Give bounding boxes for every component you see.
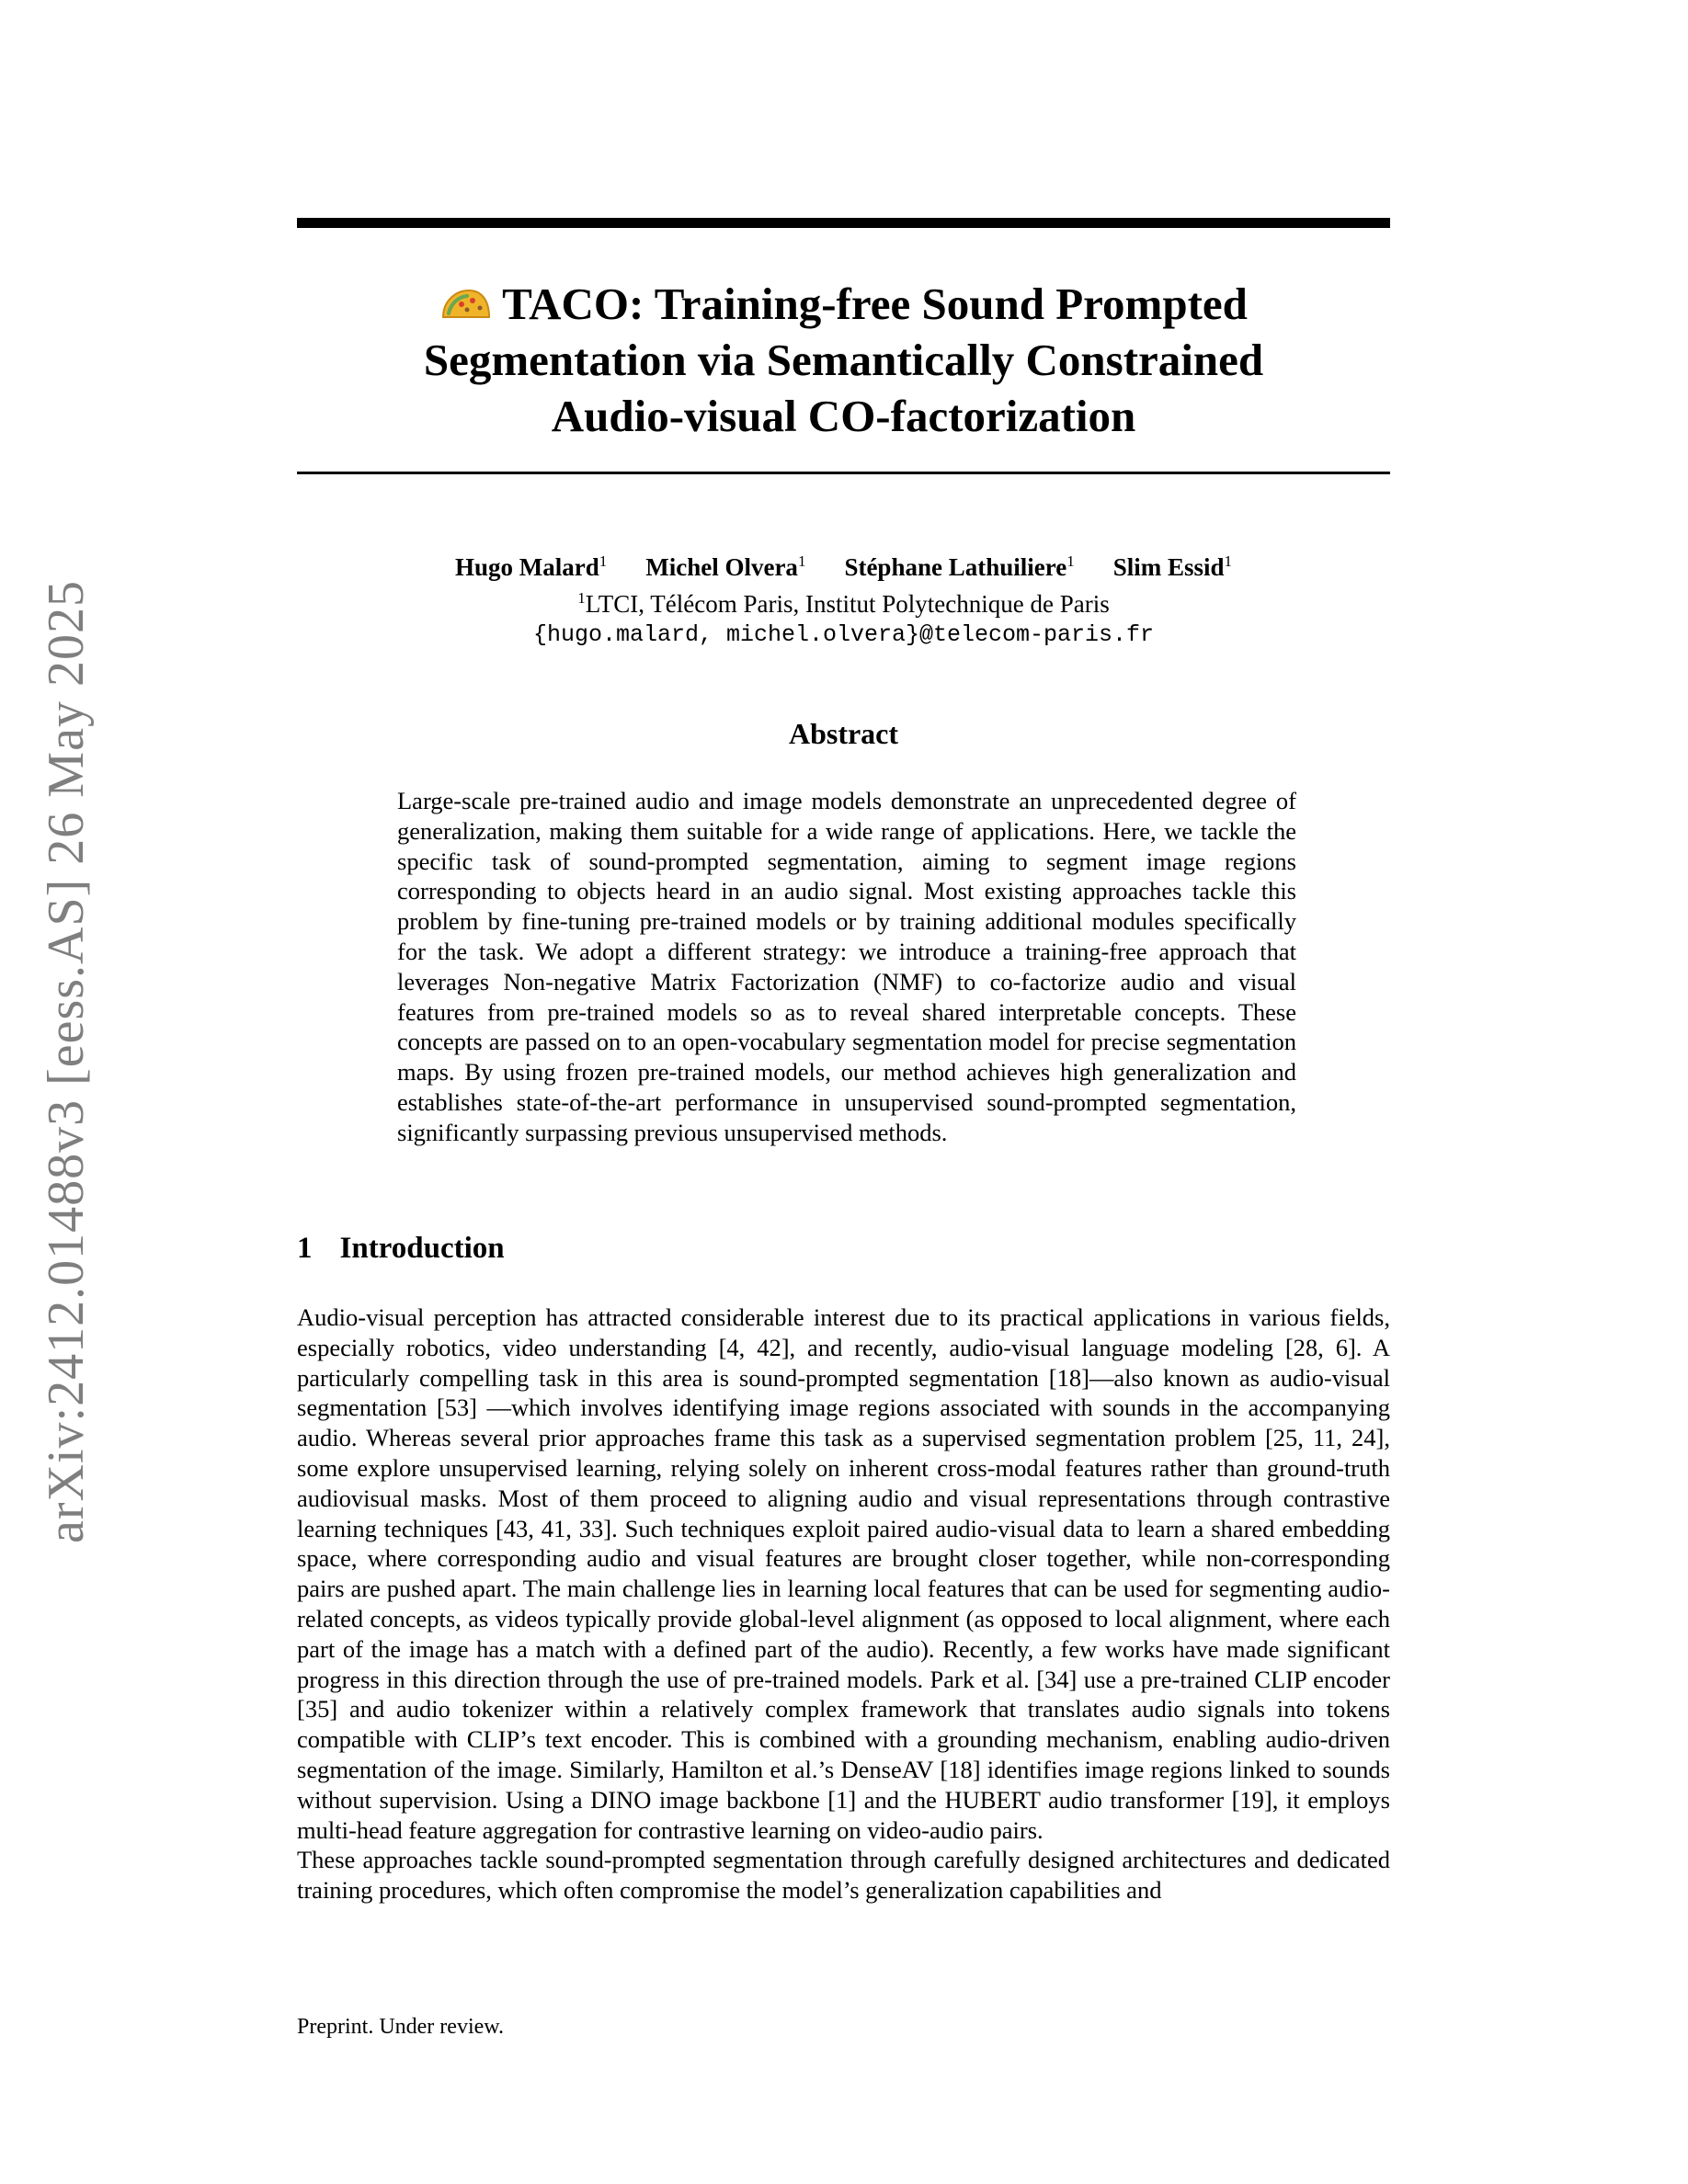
author-list <box>297 546 1390 583</box>
author-block <box>297 546 1390 651</box>
section-number: 1 <box>297 1232 313 1265</box>
title-line-2: Segmentation via Semantically Constrained <box>423 335 1264 385</box>
author: Hugo Malard$^1$ <box>454 552 608 581</box>
affiliation: $^1$LTCI, Télécom Paris, Institut Polytechnique de Paris <box>577 589 1110 618</box>
abstract-body: Large-scale pre-trained audio and image models demonstrate an unprecedented degree of generalization, making them suitable for a wide range of applications. Here, we tackle the specific task of sound-prompted segmentation, aiming to segment image regions corresponding to objects heard in an audio signal. Most existing approaches tackle this problem by fine-tuning pre-trained models or by training additional modules specifically for the task. We adopt a different strategy: we introduce a training-free approach that leverages Non-negative Matrix Factorization (NMF) to co-factorize audio and visual features from pre-trained models so as to reveal shared interpretable concepts. These concepts are passed on to an open-vocabulary segmentation model for precise segmentation maps. By using frozen pre-trained models, our method achieves high generalization and establishes state-of-the-art performance in unsupervised sound-prompted segmentation, significantly surpassing previous unsupervised methods. <box>397 787 1296 1146</box>
author: Slim Essid$^1$ <box>1112 552 1233 581</box>
section-heading <box>297 1232 505 1266</box>
title-line-1: TACO: Training-free Sound Prompted <box>439 279 1248 329</box>
arxiv-stamp-text: arXiv:2412.01488v3 [eess.AS] 26 May 2025 <box>38 580 96 1543</box>
section-title: Introduction <box>339 1232 505 1265</box>
author: Stéphane Lathuiliere$^1$ <box>844 552 1075 581</box>
author: Michel Olvera$^1$ <box>645 552 806 581</box>
taco-icon <box>439 288 491 321</box>
abstract-heading: Abstract <box>788 717 899 750</box>
intro-paragraph-2: These approaches tackle sound-prompted segmentation through carefully designed architectures and dedicated training procedures, which often compromise the model’s generalization capabilities and <box>297 1846 1390 1905</box>
intro-paragraph-1: Audio-visual perception has attracted considerable interest due to its practical applications in various fields, especially robotics, video understanding [4, 42], and recently, audio-visual language modeling [28, 6]. A particularly compelling task in this area is sound-prompted segmentation [18]—also known as audio-visual segmentation [53] —which involves identifying image regions associated with sounds in the accompanying audio. Whereas several prior approaches frame this task as a supervised segmentation problem [25, 11, 24], some explore unsupervised learning, relying solely on inherent cross-modal features rather than ground-truth audiovisual masks. Most of them proceed to aligning audio and visual representations through contrastive learning techniques [43, 41, 33]. Such techniques exploit paired audio-visual data to learn a shared embedding space, where corresponding audio and visual features are brought closer together, while non-corresponding pairs are pushed apart. The main challenge lies in learning local features that can be used for segmenting audio-related concepts, as videos typically provide global-level alignment (as opposed to local alignment, where each part of the image has a match with a defined part of the audio). Recently, a few works have made significant progress in this direction through the use of pre-trained models. Park et al. [34] use a pre-trained CLIP encoder [35] and audio tokenizer within a relatively complex framework that translates audio signals into tokens compatible with CLIP’s text encoder. This is combined with a grounding mechanism, enabling audio-driven segmentation of the image. Similarly, Hamilton et al.’s DenseAV [18] identifies image regions linked to sounds without supervision. Using a DINO image backbone [1] and the HUBERT audio transformer [19], it employs multi-head feature aggregation for contrastive learning on video-audio pairs. <box>297 1303 1390 1844</box>
title-rule-top <box>297 218 1390 228</box>
footer-note: Preprint. Under review. <box>297 2015 505 2039</box>
introduction-body <box>297 1302 1390 1905</box>
author-emails: {hugo.malard, michel.olvera}@telecom-paris.fr <box>532 621 1155 648</box>
title-line-3: Audio-visual CO-factorization <box>551 391 1136 441</box>
title-rule-bottom <box>297 472 1390 474</box>
paper-title <box>297 276 1390 444</box>
arxiv-stamp <box>20 552 112 1572</box>
